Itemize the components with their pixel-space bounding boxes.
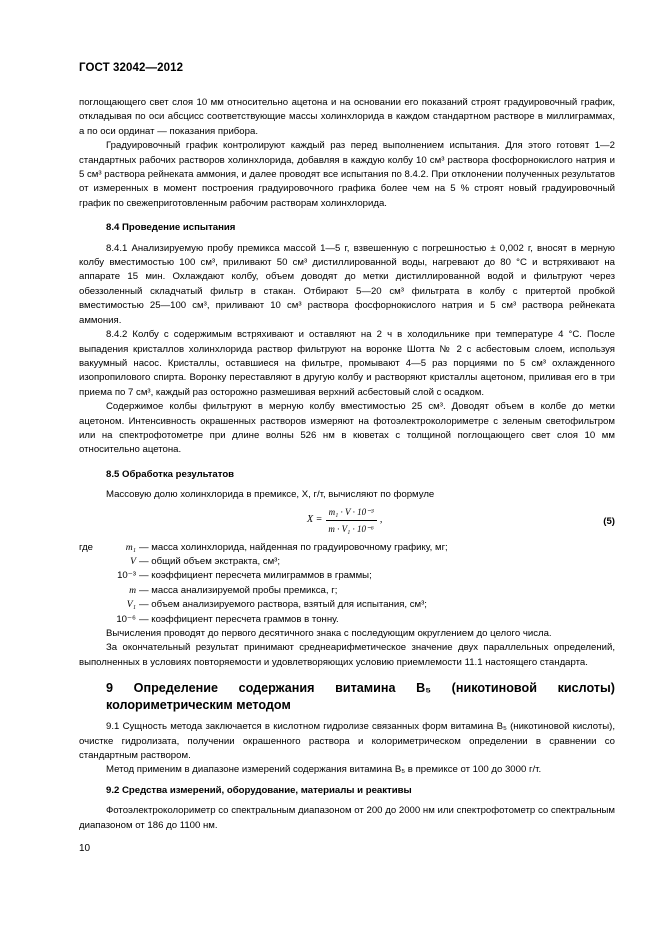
- section-heading-8-4: 8.4 Проведение испытания: [106, 222, 236, 234]
- definition-text: — масса холинхлорида, найденная по градуировочному графику, мг;: [139, 541, 448, 553]
- formula-block: [79, 503, 615, 541]
- paragraph-9-1-range: Метод применим в диапазоне измерений содержания витамина B₅ в премиксе от 100 до 3000 г/т.: [106, 764, 542, 776]
- definitions-list: [79, 541, 615, 627]
- formula-denominator: m · V₁ · 10⁻⁶: [328, 523, 374, 534]
- paragraph-calculation: Вычисления проводят до первого десятичного знака с последующим округлением до целого числа.: [106, 628, 552, 639]
- definition-row: [79, 569, 615, 583]
- definition-symbol: 10⁻⁶: [116, 613, 136, 625]
- paragraph-9-2: Фотоэлектроколориметр со спектральным диапазоном от 200 до 2000 нм или спектрофотометр со спектральным диапазоном от 186 до 1100 нм.: [79, 805, 615, 831]
- page-number: 10: [79, 843, 91, 854]
- definition-row: [79, 555, 615, 569]
- formula-tail: ,: [379, 514, 383, 526]
- standard-header: ГОСТ 32042—2012: [79, 62, 184, 74]
- page-content: [79, 96, 615, 833]
- paragraph-formula-intro: Массовую долю холинхлорида в премиксе, X, г/т, вычисляют по формуле: [106, 489, 435, 501]
- definition-text: — объем анализируемого раствора, взятый для испытания, см³;: [139, 599, 427, 611]
- paragraph-8-4-measure: Содержимое колбы фильтруют в мерную колбу вместимостью 25 см³. Доводят объем в колбе до метки ацетоном. Интенсивность окрашенных растворов измеряют на фотоэлектроколориметре с зеленым светофильтром или на спектрофотометре при длине волны 526 нм в кюветах с толщиной поглощающего свет слоя 10 мм относительно ацетона.: [79, 401, 615, 456]
- formula-lhs: X =: [307, 514, 323, 526]
- formula-number: (5): [603, 515, 615, 527]
- formula-fraction: [325, 505, 377, 537]
- paragraph-final-result: За окончательный результат принимают среднеарифметическое значение двух параллельных определений, выполненных в условиях повторяемости и удовлетворяющих условию приемлемости 11.1 настоящего стандарта.: [79, 642, 615, 668]
- section-heading-9: 9 Определение содержания витамина B₅ (никотиновой кислоты) колориметрическим методом: [106, 681, 615, 713]
- definition-text: — коэффициент пересчета граммов в тонну.: [139, 613, 339, 625]
- definition-row: [79, 541, 615, 555]
- definition-row: [79, 598, 615, 612]
- paragraph-8-4-1: 8.4.1 Анализируемую пробу премикса массой 1—5 г, взвешенную с погрешностью ± 0,002 г, вносят в мерную колбу вместимостью 100 см³, приливают 50 см³ дистиллированной воды, нагревают до 80 °С и встряхивают на аппарате 15 мин. Охлаждают колбу, объем доводят до метки дистиллированной водой и фильтруют через обеззоленный складчатый фильтр в стакан. Отбирают 5—20 см³ фильтрата в колбу с притертой пробкой вместимостью 25—100 см³, приливают 10 см³ раствора фосфорнокислого натрия и 5 см³ раствора рейнеката аммония.: [79, 242, 615, 326]
- definition-row: [79, 584, 615, 598]
- paragraph-graph-control: Градуировочный график контролируют каждый раз перед выполнением испытания. Для этого готовят 1—2 стандартных рабочих растворов холинхлорида, добавляя в каждую колбу 10 см³ раствора фосфорнокислого натрия и 5 см³ раствора рейнеката аммония, и далее проводят все испытания по 8.4.2. При отклонении полученных результатов от измеренных в момент построения градуировочного графика более чем на 5 % строят новый градуировочный график по свежеприготовленным рабочим растворам холинхлорида.: [79, 140, 615, 209]
- section-heading-9-2: 9.2 Средства измерений, оборудование, материалы и реактивы: [106, 784, 412, 796]
- definition-text: — коэффициент пересчета милиграммов в граммы;: [139, 570, 372, 582]
- definition-symbol: m: [129, 584, 136, 596]
- paragraph-graph-build: поглощающего свет слоя 10 мм относительно ацетона и на основании его показаний строят градуировочный график, откладывая по оси абсцисс соответствующие массы холинхлорида в каждом стандартном растворе в миллиграммах, а по оси ординат — показания прибора.: [79, 97, 615, 137]
- paragraph-9-1: 9.1 Сущность метода заключается в кислотном гидролизе связанных форм витамина B₅ (никотиновой кислоты), очистке гидролизата, получении окрашенного раствора и колориметрическом определении в сравнении со стандартным раствором.: [79, 721, 615, 762]
- paragraph-8-4-2: 8.4.2 Колбу с содержимым встряхивают и оставляют на 2 ч в холодильнике при температуре 4 °С. После выпадения кристаллов холинхлорида раствор фильтруют на воронке Шотта № 2 с асбестовым слоем, используя вакуумный насос. Кристаллы, оставшиеся на фильтре, промывают 4—5 раз порциями по 5 см³ охлажденного изопропилового спирта. Воронку переставляют в другую колбу и растворяют кристаллы ацетоном, приливая его в три приема по 7 см³, каждый раз осторожно размешивая верхний асбестовый слой с осадком.: [79, 329, 615, 398]
- formula-numerator: m₁ · V · 10⁻³: [326, 505, 377, 521]
- formula: [307, 505, 382, 537]
- definition-row: [79, 613, 615, 627]
- definition-text: — общий объем экстракта, см³;: [139, 555, 281, 567]
- definition-symbol: V₁: [126, 599, 136, 611]
- definition-symbol: где m₁: [79, 541, 136, 553]
- definition-symbol: V: [130, 555, 136, 567]
- definition-text: — масса анализируемой пробы премикса, г;: [139, 584, 338, 596]
- section-heading-8-5: 8.5 Обработка результатов: [106, 468, 235, 480]
- definition-symbol: 10⁻³: [117, 570, 136, 582]
